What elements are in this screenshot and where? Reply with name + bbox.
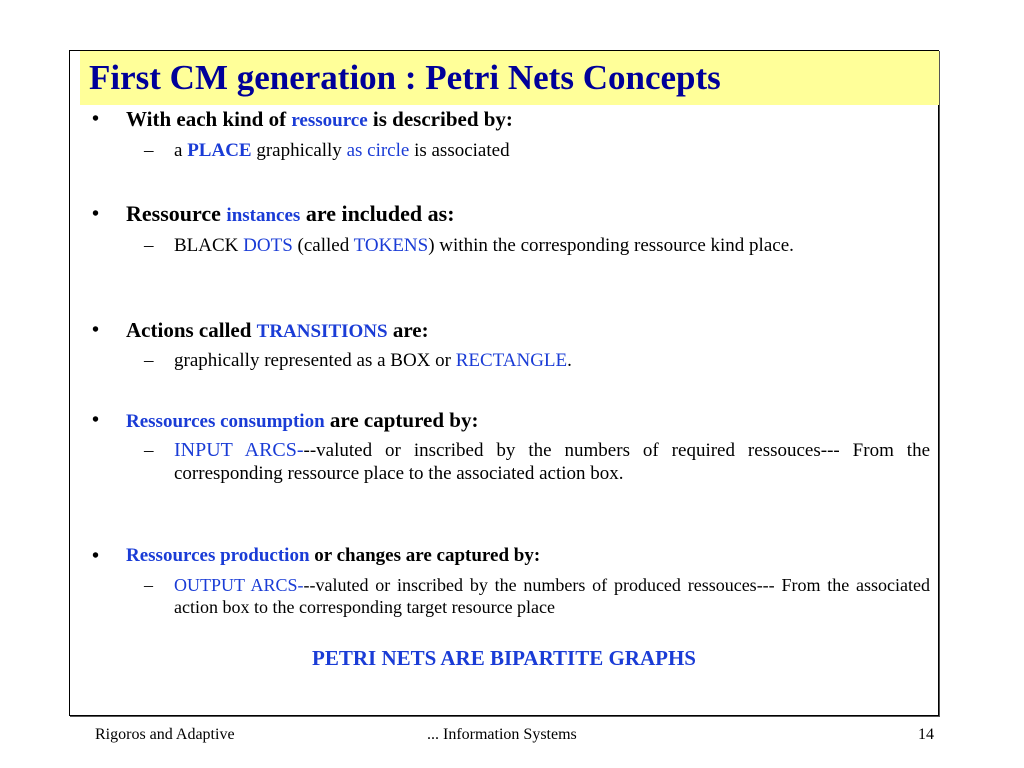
sub-bullet-tokens <box>144 234 930 257</box>
sub-text-part: BLACK <box>174 235 244 256</box>
bullet-highlight: Ressources consumption <box>126 411 325 432</box>
sub-highlight: OUTPUT ARCS- <box>174 575 304 595</box>
title-bar <box>80 51 939 105</box>
sub-bullet-text <box>174 349 930 372</box>
sub-bullet-place <box>144 139 930 162</box>
sub-highlight: RECTANGLE <box>455 350 568 371</box>
content-frame <box>69 50 939 716</box>
dash-marker: – <box>144 235 154 256</box>
bullet-text-part: Actions called <box>126 318 257 342</box>
sub-text-part: ) within the corresponding ressource kind place. <box>428 235 794 256</box>
bullet-text <box>126 407 478 435</box>
bullet-text <box>126 543 540 569</box>
bullet-highlight: TRANSITIONS <box>256 321 388 342</box>
sub-text-part: is associated <box>409 140 510 161</box>
sub-highlight: DOTS <box>243 235 293 256</box>
bullet-marker: • <box>92 409 100 431</box>
sub-bullet-output-arcs <box>144 574 930 618</box>
bullet-highlight: instances <box>226 205 301 226</box>
bullet-marker: • <box>92 108 100 130</box>
sub-text-part: (called <box>292 235 354 256</box>
bullet-text-part: or changes are captured by: <box>309 545 541 566</box>
bullet-marker: • <box>92 203 100 225</box>
conclusion-text: PETRI NETS ARE BIPARTITE GRAPHS <box>312 646 696 670</box>
bullet-marker: • <box>92 545 100 567</box>
sub-text-part: graphically <box>251 140 347 161</box>
sub-text-part: graphically represented as a BOX or <box>174 350 456 371</box>
sub-bullet-text <box>174 439 930 485</box>
sub-highlight: PLACE <box>187 140 252 161</box>
sub-highlight: INPUT ARCS- <box>174 439 304 461</box>
bullet-highlight: Ressources production <box>126 545 310 566</box>
dash-marker: – <box>144 350 154 371</box>
bullet-text <box>126 317 429 345</box>
sub-bullet-text <box>174 139 930 162</box>
sub-highlight: TOKENS <box>353 235 429 256</box>
bullet-text-part: Ressource <box>126 201 227 226</box>
bullet-text <box>126 106 513 134</box>
sub-text-part: a <box>174 140 188 161</box>
bullet-highlight: ressource <box>291 110 368 131</box>
dash-marker: – <box>144 440 154 461</box>
bullet-text <box>126 201 455 229</box>
sub-text-part: --valuted or inscribed by the numbers of produced ressouces--- From the associated action box to the corresponding target resource place <box>174 575 931 617</box>
sub-text-part: . <box>567 350 572 371</box>
sub-bullet-input-arcs <box>144 439 930 485</box>
dash-marker: – <box>144 575 153 595</box>
sub-bullet-text <box>174 234 930 257</box>
sub-bullet-text <box>174 574 930 618</box>
slide-title: First CM generation : Petri Nets Concepts <box>89 58 721 97</box>
bullet-text-part: are included as: <box>300 201 455 226</box>
bullet-text-part: With each kind of <box>126 107 292 131</box>
footer-center-text: ... Information Systems <box>427 726 577 743</box>
bullet-text-part: is described by: <box>367 107 513 131</box>
page-number: 14 <box>918 726 934 743</box>
sub-text-part: --valuted or inscribed by the numbers of required ressouces--- From the corresponding ressource place to the associated action box. <box>174 440 931 484</box>
bullet-text-part: are: <box>387 318 429 342</box>
footer-left-text: Rigoros and Adaptive <box>95 726 235 743</box>
dash-marker: – <box>144 140 154 161</box>
sub-bullet-rectangle <box>144 349 930 372</box>
bullet-marker: • <box>92 319 100 341</box>
bullet-text-part: are captured by: <box>324 408 479 432</box>
sub-highlight: as circle <box>346 140 410 161</box>
